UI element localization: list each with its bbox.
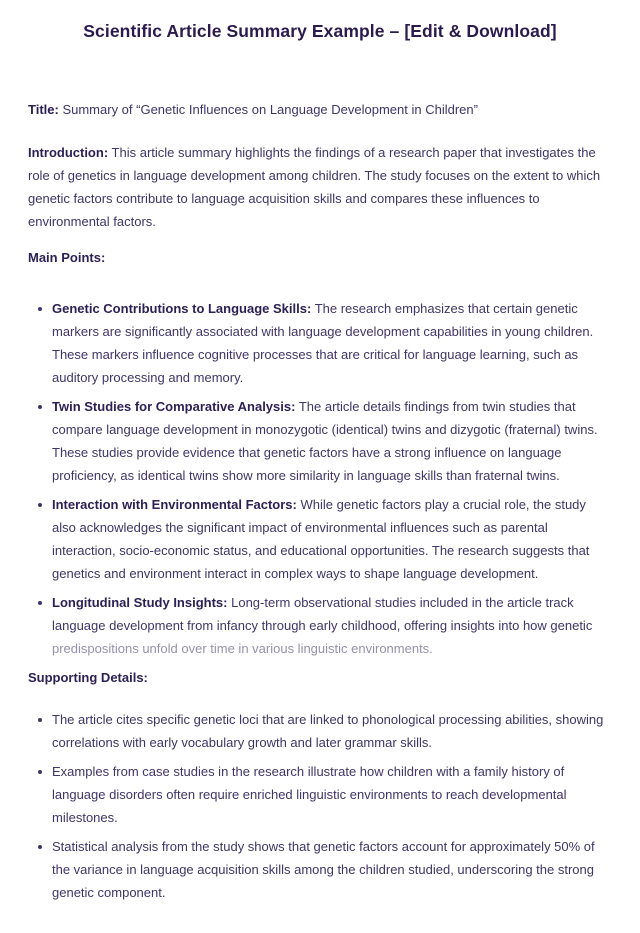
main-point-item (28, 591, 612, 660)
main-points-list (28, 297, 612, 660)
supporting-details-list (28, 708, 612, 904)
main-point-label: Interaction with Environmental Factors: (52, 497, 297, 512)
main-point-label: Longitudinal Study Insights: (52, 595, 228, 610)
bullet-dot-icon (28, 760, 52, 829)
article-title-line (28, 98, 612, 121)
bullet-dot-icon (28, 297, 52, 389)
main-point-text: Long-term observational studies included in the article track language development from infancy through early childhood, offering insights into how genetic predispositions unfold over time in various linguistic environments. (52, 595, 593, 656)
main-point-label: Twin Studies for Comparative Analysis: (52, 399, 296, 414)
supporting-detail-text: The article cites specific genetic loci that are linked to phonological processing abilities, showing correlations with early vocabulary growth and later grammar skills. (52, 712, 604, 750)
introduction-paragraph (28, 141, 612, 233)
page-title: Scientific Article Summary Example – [Edit & Download] (83, 21, 557, 41)
bullet-dot-icon (28, 591, 52, 660)
main-point-text: The research emphasizes that certain genetic markers are significantly associated with language development capabilities in young children. These markers influence cognitive processes that are critical for language learning, such as auditory processing and memory. (52, 301, 594, 385)
main-point-content (52, 297, 612, 389)
main-point-content (52, 591, 612, 660)
main-points-heading: Main Points: (28, 250, 106, 265)
main-point-label: Genetic Contributions to Language Skills: (52, 301, 312, 316)
introduction-label: Introduction: (28, 145, 109, 160)
supporting-detail-text: Statistical analysis from the study shows that genetic factors account for approximately 50% of the variance in language acquisition skills among the children studied, underscoring the strong genetic component. (52, 839, 595, 900)
main-point-text: The article details findings from twin studies that compare language development in monozygotic (identical) twins and dizygotic (fraternal) twins. These studies provide evidence that genetic factors have a strong influence on language proficiency, as identical twins show more similarity in language skills than fraternal twins. (52, 399, 598, 483)
supporting-detail-item (28, 835, 612, 904)
bullet-dot-icon (28, 708, 52, 754)
main-point-item (28, 297, 612, 389)
main-point-content (52, 395, 612, 487)
supporting-detail-item (28, 760, 612, 829)
bullet-dot-icon (28, 493, 52, 585)
supporting-details-heading: Supporting Details: (28, 670, 148, 685)
supporting-detail-text: Examples from case studies in the research illustrate how children with a family history of language disorders often require enriched linguistic environments to reach developmental milestones. (52, 764, 567, 825)
main-point-text: While genetic factors play a crucial role, the study also acknowledges the significant impact of environmental influences such as parental interaction, socio-economic status, and educational opportunities. The research suggests that genetics and environment interact in complex ways to shape language development. (52, 497, 590, 581)
introduction-text: This article summary highlights the findings of a research paper that investigates the role of genetics in language development among children. The study focuses on the extent to which genetic factors contribute to language acquisition skills and compares these influences to environmental factors. (28, 145, 601, 229)
bullet-dot-icon (28, 395, 52, 487)
main-point-item (28, 493, 612, 585)
main-point-content (52, 493, 612, 585)
bullet-dot-icon (28, 835, 52, 904)
main-point-item (28, 395, 612, 487)
article-title-value: Summary of “Genetic Influences on Language Development in Children” (62, 102, 478, 117)
article-title-label: Title: (28, 102, 59, 117)
supporting-detail-item (28, 708, 612, 754)
